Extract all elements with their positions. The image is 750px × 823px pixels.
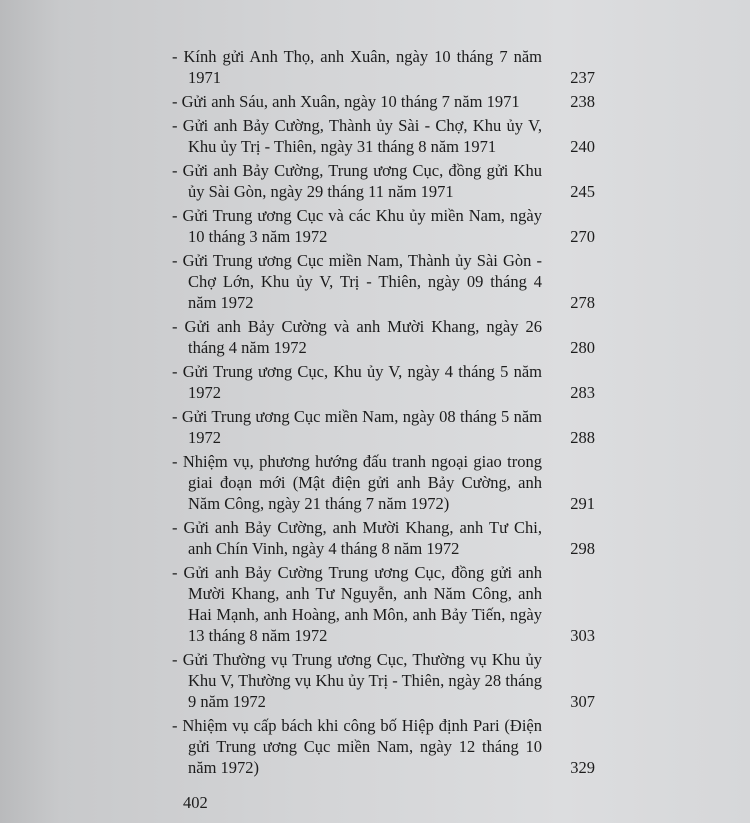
entry-title: - Gửi anh Bảy Cường, Thành ủy Sài - Chợ, Khu ủy V, Khu ủy Trị - Thiên, ngày 31 tháng 8 năm 1971 xyxy=(172,116,542,156)
page-number: 278 xyxy=(570,293,595,312)
toc-entry xyxy=(172,205,595,247)
toc-entry xyxy=(172,406,595,448)
table-of-contents xyxy=(172,0,595,823)
page-number: 307 xyxy=(570,692,595,711)
entry-title: - Gửi Thường vụ Trung ương Cục, Thường vụ Khu ủy Khu V, Thường vụ Khu ủy Trị - Thiên, ngày 28 tháng 9 năm 1972 xyxy=(172,650,542,711)
page-number: 237 xyxy=(570,68,595,87)
page-number: 280 xyxy=(570,338,595,357)
entry-title: - Gửi anh Bảy Cường, Trung ương Cục, đồng gửi Khu ủy Sài Gòn, ngày 29 tháng 11 năm 1971 xyxy=(172,161,542,201)
page-number: 288 xyxy=(570,428,595,447)
toc-entry xyxy=(172,91,595,112)
page-number: 245 xyxy=(570,182,595,201)
page-number: 329 xyxy=(570,758,595,777)
toc-entry xyxy=(172,451,595,514)
entry-title: - Kính gửi Anh Thọ, anh Xuân, ngày 10 tháng 7 năm 1971 xyxy=(172,47,542,87)
page-number: 303 xyxy=(570,626,595,645)
entry-title: - Gửi anh Bảy Cường, anh Mười Khang, anh Tư Chi, anh Chín Vinh, ngày 4 tháng 8 năm 1972 xyxy=(172,518,542,558)
entry-title: - Gửi anh Bảy Cường Trung ương Cục, đồng gửi anh Mười Khang, anh Tư Nguyễn, anh Năm Công, anh Hai Mạnh, anh Hoàng, anh Môn, anh Bảy Tiến, ngày 13 tháng 8 năm 1972 xyxy=(172,563,542,645)
page-number: 238 xyxy=(570,92,595,111)
page-number: 291 xyxy=(570,494,595,513)
entry-title: - Gửi Trung ương Cục miền Nam, ngày 08 tháng 5 năm 1972 xyxy=(172,407,542,447)
entry-title: - Gửi anh Sáu, anh Xuân, ngày 10 tháng 7 năm 1971 xyxy=(172,92,520,111)
entry-title: - Nhiệm vụ cấp bách khi công bố Hiệp định Pari (Điện gửi Trung ương Cục miền Nam, ngày 12 tháng 10 năm 1972) xyxy=(172,716,542,777)
entry-title: - Gửi anh Bảy Cường và anh Mười Khang, ngày 26 tháng 4 năm 1972 xyxy=(172,317,542,357)
page-number: 240 xyxy=(570,137,595,156)
toc-entry xyxy=(172,562,595,646)
toc-entry xyxy=(172,115,595,157)
toc-entry xyxy=(172,715,595,778)
toc-entry xyxy=(172,160,595,202)
entry-title: - Gửi Trung ương Cục, Khu ủy V, ngày 4 tháng 5 năm 1972 xyxy=(172,362,542,402)
page-number: 283 xyxy=(570,383,595,402)
page-number: 298 xyxy=(570,539,595,558)
entry-title: - Nhiệm vụ, phương hướng đấu tranh ngoại giao trong giai đoạn mới (Mật điện gửi anh Bảy Cường, anh Năm Công, ngày 21 tháng 7 năm 1972) xyxy=(172,452,542,513)
entry-title: - Gửi Trung ương Cục và các Khu ủy miền Nam, ngày 10 tháng 3 năm 1972 xyxy=(172,206,542,246)
toc-entry xyxy=(172,361,595,403)
folio-page-number: 402 xyxy=(183,793,208,812)
toc-entry xyxy=(172,250,595,313)
entry-title: - Gửi Trung ương Cục miền Nam, Thành ủy Sài Gòn - Chợ Lớn, Khu ủy V, Trị - Thiên, ngày 09 tháng 4 năm 1972 xyxy=(172,251,542,312)
toc-entry xyxy=(172,517,595,559)
toc-entry xyxy=(172,46,595,88)
page-number: 270 xyxy=(570,227,595,246)
toc-entry xyxy=(172,316,595,358)
toc-entry xyxy=(172,649,595,712)
